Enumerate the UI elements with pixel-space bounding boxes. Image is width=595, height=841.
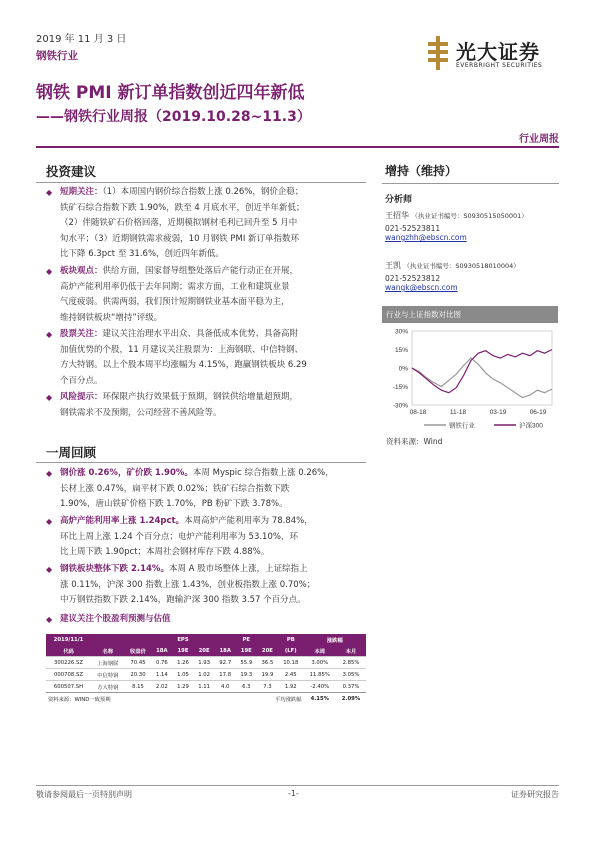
table-source: 资料来源：WIND一致预期 <box>48 696 111 703</box>
invest-line-2-1: 高炉产能利用率仍低于去年同期；需求方面，工业和建筑业景 <box>60 281 290 292</box>
weekly-line-3-0: 本周 A 股市场整体上涨，上证综指上 <box>168 564 308 574</box>
comparison-chart <box>382 325 560 435</box>
weekly-label-3: 钢铁板块整体下跌 2.14%。 <box>60 564 169 574</box>
bullet-diamond-icon: ◆ <box>46 469 53 478</box>
invest-heading: 投资建议 <box>46 164 97 179</box>
bullet-diamond-icon: ◆ <box>46 330 53 339</box>
company-logo <box>426 36 556 72</box>
table-cell: 55.9 <box>240 659 253 666</box>
invest-line-1-4: 比下降 6.3pct 至 31.6%，创近四年新低。 <box>60 249 225 259</box>
analyst-name: 王招华 <box>385 211 409 220</box>
col-header: 本周 <box>304 645 336 657</box>
invest-line-1-2: （2）伴随铁矿石价格回落，近期模拟钢材毛利已回升至 5 月中 <box>60 218 298 228</box>
industry-label: 钢铁行业 <box>36 50 78 62</box>
table-cell: 1.02 <box>198 671 210 678</box>
invest-line-2-0: 供给方面，国家督导组整处落后产能行动正在开展， <box>102 266 299 276</box>
weekly-line-2-1: 环比上周上涨 1.24 个百分点；电炉产能利用率为 53.10%，环 <box>60 531 298 542</box>
table-cell: 92.7 <box>219 659 232 666</box>
logo-text-cn: 光大证券 <box>456 40 540 64</box>
table-cell: 中信特钢 <box>97 672 119 679</box>
invest-line-3-1: 加值优势的个股，11 月建议关注股票为：上海钢联、中信特钢、 <box>60 344 304 355</box>
weekly-item-sector <box>46 562 371 610</box>
invest-line-3-2: 方大特钢。以上个股本周平均涨幅为 4.15%，跑赢钢铁板块 6.29 <box>60 360 307 370</box>
invest-label-1: 短期关注： <box>60 187 103 197</box>
report-title: 钢铁 PMI 新订单指数创近四年新低 <box>36 83 305 103</box>
weekly-line-1-1: 长材上涨 0.47%，扁平材下跌 0.02%；铁矿石综合指数下跌 <box>60 483 290 494</box>
col-header: 20E <box>194 645 215 657</box>
weekly-line-3-1: 涨 0.11%，沪深 300 指数上涨 1.43%，创业板指数上涨 0.70%； <box>60 579 316 590</box>
analyst-name: 王凯 <box>385 261 401 270</box>
footer-disclaimer: 敬请参阅最后一页特别声明 <box>36 790 132 799</box>
weekly-label-2: 高炉产能利用率上涨 1.24pct。 <box>60 516 185 526</box>
legend-label: 钢铁行业 <box>449 422 475 430</box>
rating: 增持（维持） <box>385 164 458 178</box>
table-cell: 1.05 <box>177 671 189 678</box>
table-footer-row <box>46 693 366 705</box>
table-cell: -2.40% <box>310 683 330 690</box>
analyst-phone: 021-52523811 <box>385 224 441 233</box>
table-cell: 19.3 <box>240 671 253 678</box>
invest-item-risk <box>46 390 371 424</box>
table-cell: 11.85% <box>309 671 330 678</box>
table-avg-month: 2.09% <box>341 695 361 702</box>
header-divider <box>36 146 559 148</box>
table-group-header-row <box>46 634 366 645</box>
y-tick-label: -15% <box>392 384 408 391</box>
invest-heading-rule <box>36 182 366 183</box>
table-cell: 1.11 <box>198 683 210 690</box>
col-header: (LF) <box>278 645 304 657</box>
weekly-line-2-0: 本周高炉产能利用率为 78.84%， <box>184 516 313 526</box>
table-row <box>46 669 366 681</box>
invest-line-1-0: （1）本周国内钢价综合指数上涨 0.26%，钢价企稳； <box>102 187 304 197</box>
table-cell: 方大特钢 <box>97 684 119 691</box>
table-cell: 3.05% <box>342 671 360 678</box>
report-date: 2019 年 11 月 3 日 <box>36 34 127 45</box>
col-header: 代码 <box>46 645 91 657</box>
table-cell: 1.29 <box>177 683 189 690</box>
col-header: 20E <box>257 645 278 657</box>
invest-line-4-1: 钢铁需求不及预期，公司经营不善风险等。 <box>60 407 222 418</box>
table-cell: 19.9 <box>261 671 274 678</box>
table-avg-label: 平均涨跌幅 <box>275 696 302 703</box>
y-tick-label: 0% <box>398 365 408 373</box>
col-header: 本月 <box>336 645 366 657</box>
table-cell: 1.14 <box>155 671 168 678</box>
invest-line-3-3: 个百分点。 <box>60 375 103 386</box>
report-type: 行业周报 <box>519 134 559 145</box>
stock-table-heading-text: 建议关注个股盈利预测与估值 <box>60 614 171 624</box>
page-number: -1- <box>288 789 299 798</box>
invest-line-2-3: 维持钢铁板块“增持”评级。 <box>60 312 163 323</box>
weekly-heading-rule <box>36 462 366 463</box>
table-cell: 0.37% <box>342 683 360 690</box>
weekly-line-1-0: 本周 Myspic 综合指数上涨 0.26%， <box>192 468 334 478</box>
table-cell: 20.30 <box>130 671 146 678</box>
invest-line-3-0: 建议关注治理水平出众、具备低成本优势、具备高附 <box>102 329 299 339</box>
stock-table-heading <box>46 612 371 628</box>
bullet-diamond-icon: ◆ <box>46 267 53 276</box>
table-cell: 2.45 <box>284 671 297 678</box>
table-group-eps: EPS <box>151 634 214 645</box>
invest-line-1-1: 铁矿石综合指数下跌 1.90%，跌至 4 月底水平，创近半年新低； <box>60 202 305 213</box>
col-header: 19E <box>236 645 257 657</box>
table-cell: 1.93 <box>198 659 210 666</box>
analyst-heading: 分析师 <box>385 195 413 205</box>
invest-item-sector-view <box>46 264 371 328</box>
invest-line-4-0: 环保限产执行效果低于预期，钢铁供给增量超预期， <box>102 392 299 402</box>
col-header: 名称 <box>91 645 125 657</box>
table-cell: 17.8 <box>219 671 232 678</box>
table-cell: 上海钢联 <box>97 660 119 667</box>
table-cell: 2.85% <box>342 659 360 666</box>
table-cell: 1.26 <box>177 659 189 666</box>
weekly-line-3-2: 中万钢铁指数下跌 2.14%，跑输沪深 300 指数 3.57 个百分点。 <box>60 595 306 605</box>
footer-divider <box>36 785 559 786</box>
series-line-hs300 <box>412 350 552 393</box>
report-subtitle: ——钢铁行业周报（2019.10.28~11.3） <box>36 109 311 125</box>
y-tick-label: 15% <box>394 347 408 354</box>
invest-line-2-2: 气度疲弱。供需两弱，我们预计短期钢铁业基本面平稳为主， <box>60 297 290 307</box>
y-tick-label: 30% <box>394 328 408 336</box>
analyst-2 <box>385 260 560 292</box>
table-date: 2019/11/1 <box>46 634 91 645</box>
weekly-label-1: 钢价涨 0.26%，矿价跌 1.90%。 <box>60 468 193 478</box>
col-header: 19E <box>172 645 193 657</box>
logo-mark-icon <box>426 36 450 70</box>
table-cell: 600507.SH <box>53 683 84 690</box>
chart-source: 资料来源：Wind <box>386 437 443 446</box>
invest-item-short-term <box>46 185 371 265</box>
col-header: 18A <box>151 645 172 657</box>
table-avg-week: 4.15% <box>310 695 329 702</box>
table-cell: 300226.SZ <box>54 659 83 666</box>
chart-title: 行业与上证指数对比图 <box>382 306 558 323</box>
footer-report-type: 证券研究报告 <box>511 790 559 799</box>
x-tick-label: 06-19 <box>529 409 547 416</box>
analyst-cert: （执业证书编号：S0930515050001） <box>411 212 528 220</box>
bullet-diamond-icon: ◆ <box>46 188 53 197</box>
bullet-diamond-icon: ◆ <box>46 565 53 574</box>
table-cell: 7.3 <box>263 683 272 690</box>
analyst-phone: 021-52523812 <box>385 274 441 283</box>
invest-label-3: 股票关注： <box>60 329 103 339</box>
x-tick-label: 08-18 <box>409 409 427 416</box>
table-cell: 8.15 <box>132 683 144 690</box>
col-header: 收盘价 <box>125 645 152 657</box>
weekly-line-1-2: 1.90%，唐山铁矿价格下跌 1.70%，PB 粉矿下跌 3.78%。 <box>60 499 288 509</box>
bullet-diamond-icon: ◆ <box>46 615 53 624</box>
table-cell: 36.5 <box>261 659 274 666</box>
table-cell: 2.02 <box>155 683 168 690</box>
analyst-email[interactable]: wangzhh@ebscn.com <box>385 233 467 242</box>
weekly-item-capacity <box>46 514 371 562</box>
table-cell: 3.00% <box>311 659 329 666</box>
table-cell: 000708.SZ <box>54 671 83 678</box>
table-group-pb: PB <box>278 634 304 645</box>
invest-label-4: 风险提示： <box>60 392 103 402</box>
legend-label: 沪深300 <box>519 422 543 430</box>
analyst-1 <box>385 210 560 242</box>
bullet-diamond-icon: ◆ <box>46 517 53 526</box>
bullet-diamond-icon: ◆ <box>46 393 53 402</box>
table-cell: 4.0 <box>220 683 230 690</box>
analyst-email[interactable]: wangk@ebscn.com <box>385 283 458 292</box>
invest-line-1-3: 旬水平；（3）近期钢铁需求疲弱，10 月钢铁 PMI 新订单指数环 <box>60 233 300 244</box>
y-tick-label: -30% <box>392 402 408 410</box>
table-group-change: 涨跌幅 <box>304 634 366 645</box>
table-group-pe: PE <box>215 634 278 645</box>
analyst-cert: （执业证书编号：S0930518010004） <box>403 262 520 270</box>
stock-table <box>46 634 366 704</box>
logo-text-en: EVERBRIGHT SECURITIES <box>456 62 543 69</box>
table-cell: 0.76 <box>155 659 168 666</box>
weekly-line-2-2: 比上周下跌 1.90pct；本周社会钢材库存下跌 4.88%。 <box>60 547 270 557</box>
table-cell: 70.45 <box>130 659 146 666</box>
rating-rule <box>382 183 559 184</box>
table-column-header-row <box>46 645 366 657</box>
x-tick-label: 03-19 <box>489 409 507 416</box>
table-cell: 10.18 <box>283 659 299 666</box>
x-tick-label: 11-18 <box>449 409 467 416</box>
weekly-item-prices <box>46 466 371 514</box>
table-row <box>46 681 366 693</box>
table-cell: 1.92 <box>284 683 297 690</box>
table-row <box>46 657 366 669</box>
table-cell: 6.3 <box>242 683 251 690</box>
invest-item-stocks <box>46 327 371 391</box>
invest-label-2: 板块观点： <box>60 266 103 276</box>
weekly-heading: 一周回顾 <box>46 445 97 460</box>
col-header: 18A <box>215 645 236 657</box>
series-line-steel <box>412 358 552 398</box>
